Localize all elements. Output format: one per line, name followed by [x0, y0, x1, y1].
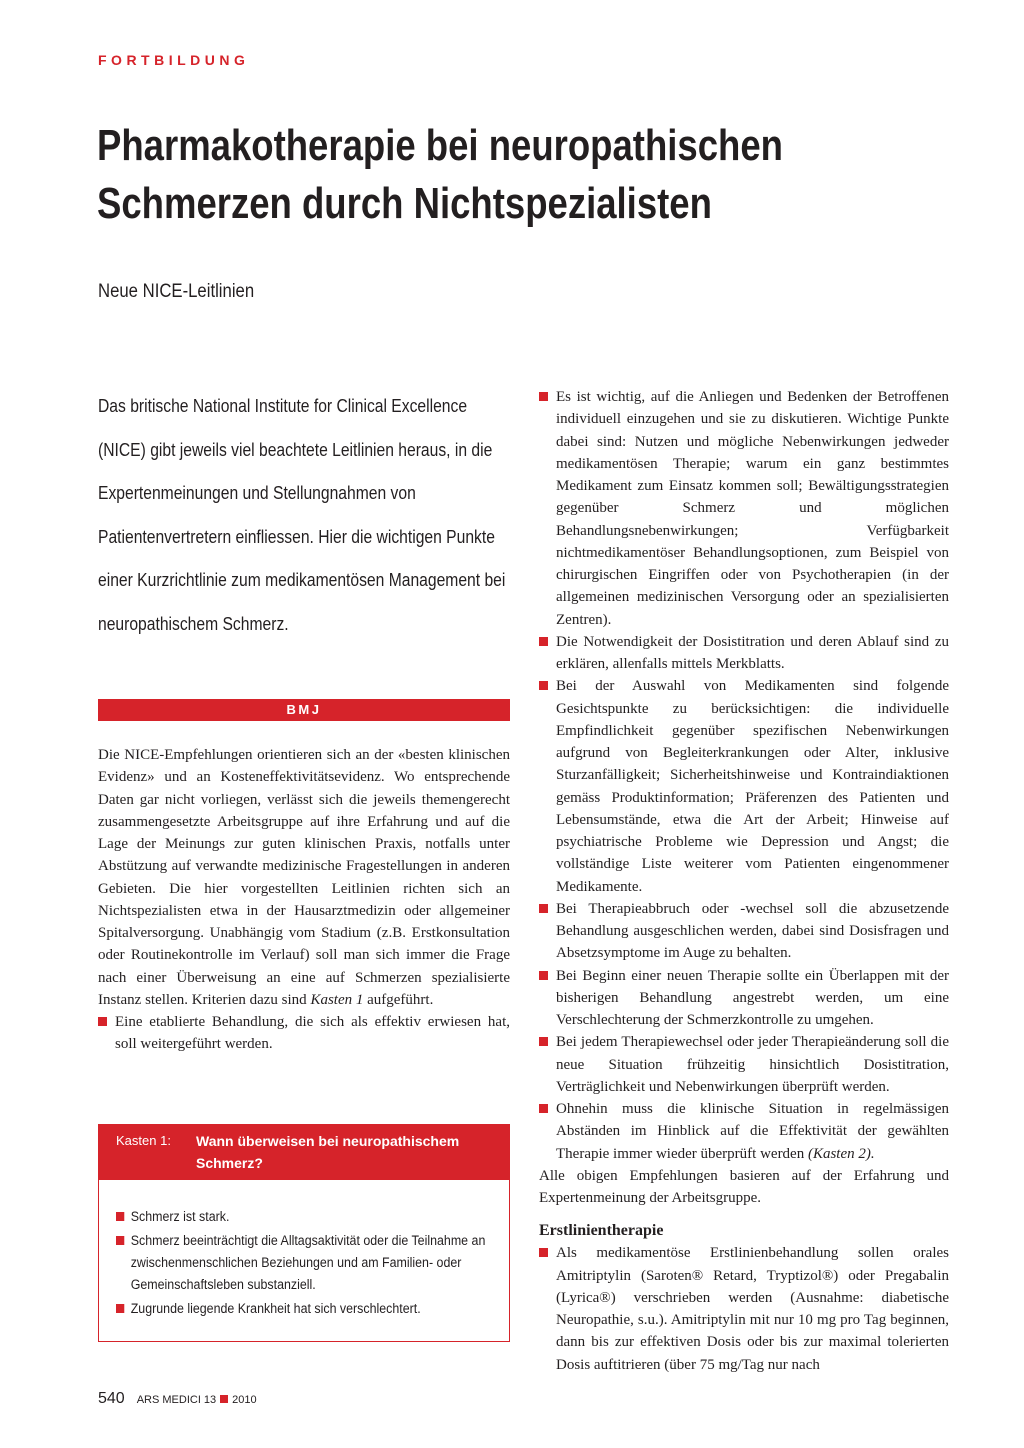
title-line-1: Pharmakotherapie bei neuropathischen: [97, 121, 783, 170]
source-bar: BMJ: [98, 699, 510, 721]
list-item: [539, 1098, 949, 1165]
list-item: Bei jedem Therapiewechsel oder jeder Therapieänderung soll die neue Situation frühzeitig hinsichtlich Dosistitration, Verträglichkeit und Nebenwirkungen überprüft werden.: [539, 1031, 949, 1098]
box-reference: (Kasten 2).: [807, 1145, 875, 1162]
publication-year: 2010: [232, 1394, 257, 1406]
section-label: FORTBILDUNG: [98, 52, 250, 68]
section-heading: Erstlinientherapie: [539, 1222, 664, 1240]
therapy-bullet-list: [539, 1242, 949, 1376]
page-footer: [98, 1390, 257, 1408]
intro-text-end: aufgeführt.: [367, 991, 434, 1008]
list-item: Bei der Auswahl von Medikamenten sind folgende Gesichtspunkte zu berücksichtigen: die individuelle Empfindlichkeit gegenüber spezifischen Nebenwirkungen aufgrund von Begleiterkrankungen oder Alter, inklusive Sturzanfälligkeit; Sicherheitshinweise und Kontraindiaktionen gemäss Produktinformation; Präferenzen des Patienten und Lebensumstände, etwa die Art der Arbeit; Hinweise auf psychiatrische Probleme wie Depression und Angst; die vollständige Liste weiterer vom Patienten eingenommener Medikamente.: [539, 675, 949, 898]
article-title: [97, 117, 783, 233]
list-item: Schmerz beeinträchtigt die Alltagsaktivität oder die Teilnahme an zwischenmenschlichen Beziehungen und am Familien- oder Gemeinschaftsleben substanziell.: [116, 1230, 507, 1296]
journal-name: ARS MEDICI 13: [136, 1394, 217, 1406]
list-item: Es ist wichtig, auf die Anliegen und Bedenken der Betroffenen individuell einzugehen und sie zu diskutieren. Wichtige Punkte dabei sind: Nutzen und mögliche Nebenwirkungen jedweder medikamentösen Therapie; warum ein ganz bestimmtes Medikament zum Einsatz kommen soll; Bewältigungsstrategien gegenüber Schmerz und möglichen Behandlungsnebenwirkungen; Verfügbarkeit nichtmedikamentöser Behandlungsoptionen, zum Beispiel von chirurgischen Eingriffen oder von Psychotherapien (in der allgemeinen medizinischen Versorgung oder an spezialisierten Zentren).: [539, 386, 949, 631]
closing-paragraph: Alle obigen Empfehlungen basieren auf der Erfahrung und Expertenmeinung der Arbeitsgruppe.: [539, 1167, 949, 1206]
intro-text: Die NICE-Empfehlungen orientieren sich an der «besten klinischen Evidenz» und an Kosteneffektivitätsevidenz. Wo entsprechende Daten gar nicht vorliegen, verlässt sich die jeweils themengerecht zusammengesetzte Arbeitsgruppe auf ihre Erfahrung und auf die Lage der Meinungs zur guten klinischen Praxis, notfalls unter Abstützung auf verwandte medizinische Fragestellungen in anderen Gebieten. Die hier vorgestellten Leitlinien richten sich an Nichtspezialisten etwa in der Hausarztmedizin oder allgemeiner Spitalversorgung. Unabhängig vom Stadium (z.B. Erstkonsultation oder Routinekontrolle im Verlauf) soll man sich immer die Frage nach einer Überweisung an eine auf Schmerzen spezialisierte Instanz stellen. Kriterien dazu sind: [98, 747, 510, 1008]
page-number: 540: [98, 1390, 125, 1407]
list-item: Schmerz ist stark.: [116, 1206, 507, 1228]
separator-square-icon: [220, 1395, 228, 1403]
info-box-title: Wann überweisen bei neuropathischem Schmerz?: [196, 1133, 460, 1171]
right-column: [539, 386, 949, 1376]
list-item: Zugrunde liegende Krankheit hat sich verschlechtert.: [116, 1298, 507, 1320]
info-box-list: [99, 1206, 509, 1320]
list-item: Bei Therapieabbruch oder -wechsel soll die abzusetzende Behandlung ausgeschlichen werden, dabei sind Dosisfragen und Absetzsymptome im Auge zu behalten.: [539, 898, 949, 965]
list-item-text: Ohnehin muss die klinische Situation in regelmässigen Abständen im Hinblick auf die Effektivität der gewählten Therapie immer wieder überprüft werden: [556, 1101, 949, 1162]
title-line-2: Schmerzen durch Nichtspezialisten: [97, 179, 712, 228]
info-box-header: [99, 1125, 509, 1180]
info-box: [98, 1124, 510, 1342]
right-bullet-list: [539, 386, 949, 1165]
left-column: [98, 744, 510, 1056]
list-item: Bei Beginn einer neuen Therapie sollte ein Überlappen mit der bisherigen Behandlung angestrebt werden, um eine Verschlechterung der Schmerzkontrolle zu umgehen.: [539, 965, 949, 1032]
info-box-label: Kasten 1:: [116, 1133, 171, 1148]
list-item: Eine etablierte Behandlung, die sich als effektiv erwiesen hat, soll weitergeführt werden.: [98, 1011, 510, 1056]
lead-paragraph: Das britische National Institute for Clinical Excellence (NICE) gibt jeweils viel beachtete Leitlinien heraus, in die Expertenmeinungen und Stellungnahmen von Patientenvertretern einfliessen. Hier die wichtigen Punkte einer Kurzrichtlinie zum medikamentösen Management bei neuropathischem Schmerz.: [98, 396, 506, 634]
article-subtitle: Neue NICE-Leitlinien: [98, 281, 255, 302]
left-bullet-list: [98, 1011, 510, 1056]
box-reference: Kasten 1: [310, 991, 364, 1008]
list-item: Die Notwendigkeit der Dosistitration und deren Ablauf sind zu erklären, allenfalls mittels Merkblatts.: [539, 631, 949, 676]
list-item: Als medikamentöse Erstlinienbehandlung sollen orales Amitriptylin (Saroten® Retard, Tryptizol®) oder Pregabalin (Lyrica®) verschrieben werden (Ausnahme: diabetische Neuropathie, s.u.). Amitriptylin mit nur 10 mg pro Tag beginnen, dann bis zur effektiven Dosis oder bis zur maximal tolerierten Dosis auftitrieren (über 75 mg/Tag nur nach: [539, 1242, 949, 1376]
intro-paragraph: [98, 744, 510, 1011]
